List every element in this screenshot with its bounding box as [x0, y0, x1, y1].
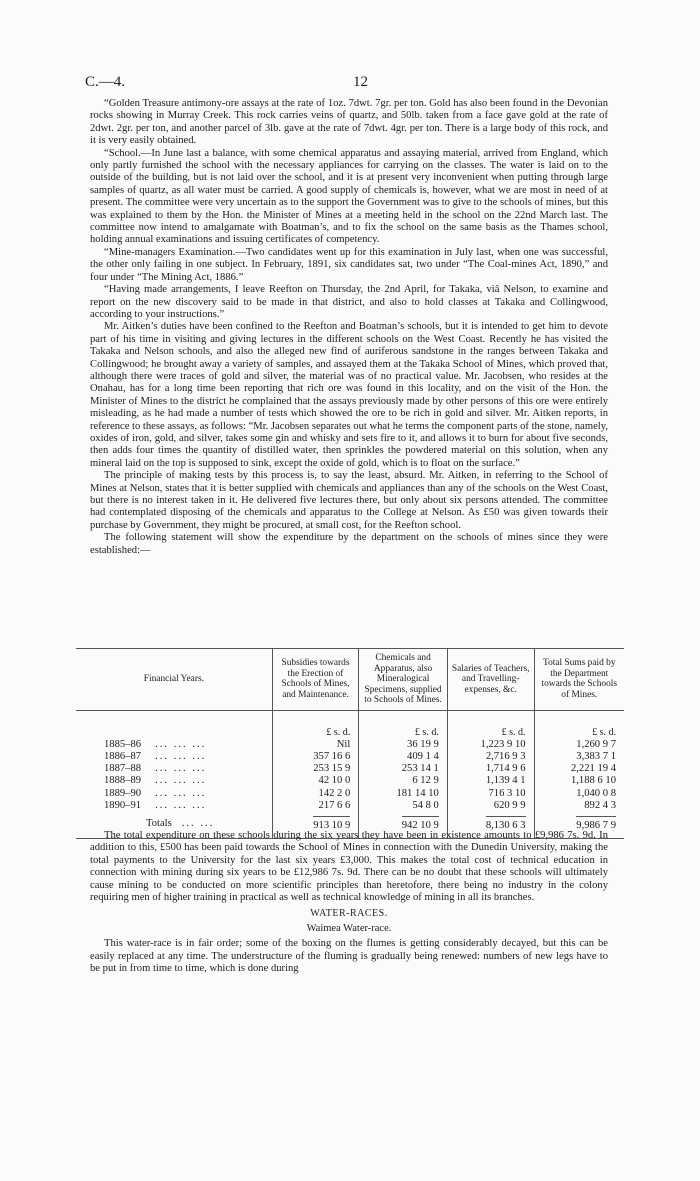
paragraph: “Mine-managers Examination.—Two candidates went up for this examination in July last, when one was successful, the other only failing in one subject. In February, 1891, six candidates sat, two under “The Coal-mines Act, 1890,” and four under “The Mining Act, 1886.” [90, 246, 608, 283]
table-header-row [76, 649, 624, 711]
year-cell: 1886–87 [104, 750, 142, 762]
year-cell: 1890–91 [104, 799, 142, 811]
unit-label: £ s. d. [447, 710, 534, 739]
salaries-cell: 2,716 9 3 [447, 751, 534, 763]
total-cell: 1,188 6 10 [534, 775, 624, 787]
table-row [76, 751, 624, 763]
body-text [90, 98, 608, 557]
paragraph: The principle of making tests by this process is, to say the least, absurd. Mr. Aitken, in referring to the School of Mines at Nelson, states that it is better supplied with chemicals and appliances than any of the schools on the West Coast, but there is no interest taken in it. He delivered five lectures there, but only about six persons attended. The committee had contemplated disposing of the chemicals and apparatus to the College at Nelson. As £50 was given towards their purchase by Government, they might be procured, at small cost, for the Reefton school. [90, 470, 608, 531]
subsidy-cell: 42 10 0 [272, 775, 359, 787]
subsidy-cell: 217 6 6 [272, 800, 359, 812]
year-cell: 1888–89 [104, 775, 142, 787]
leader-dots: ... ... ... [155, 787, 207, 799]
salaries-cell: 1,223 9 10 [447, 739, 534, 751]
table-row [76, 739, 624, 751]
page-number: 12 [353, 74, 368, 90]
totals-chemicals: 942 10 9 [402, 816, 439, 832]
chemicals-cell: 6 12 9 [359, 775, 448, 787]
year-cell: 1889–90 [104, 787, 142, 799]
salaries-cell: 1,139 4 1 [447, 775, 534, 787]
total-cell: 1,260 9 7 [534, 739, 624, 751]
chemicals-cell: 54 8 0 [359, 800, 448, 812]
page-header [85, 74, 615, 94]
year-cell: 1887–88 [104, 763, 142, 775]
column-header-totals: Total Sums paid by the Department towards the Schools of Mines. [534, 649, 624, 711]
column-header-chemicals: Chemicals and Apparatus, also Mineralogical Specimens, supplied to Schools of Mines. [359, 649, 448, 711]
leader-dots: ... ... ... [155, 750, 207, 762]
expenditure-table [76, 648, 624, 839]
totals-row: Totals ... ... 913 10 9 942 10 9 8,130 6 3 9,986 7 9 [76, 812, 624, 839]
paragraph: This water-race is in fair order; some of the boxing on the flumes is getting considerably decayed, but this can be easily replaced at any time. The understructure of the fluming is gradually being renewed: numbers of new legs have to be put in from time to time, which is done during [90, 938, 608, 975]
year-cell: 1885–86 [104, 738, 142, 750]
leader-dots: ... ... ... [155, 763, 207, 775]
total-cell: 2,221 19 4 [534, 763, 624, 775]
section-subheading: Waimea Water-race. [306, 922, 392, 934]
section-heading: WATER-RACES. [310, 908, 388, 920]
total-cell: 3,383 7 1 [534, 751, 624, 763]
total-cell: 892 4 3 [534, 800, 624, 812]
column-header-years: Financial Years. [76, 649, 272, 711]
chemicals-cell: 409 1 4 [359, 751, 448, 763]
chemicals-cell: 36 19 9 [359, 739, 448, 751]
salaries-cell: 716 3 10 [447, 788, 534, 800]
column-header-salaries: Salaries of Teachers, and Travelling-expenses, &c. [447, 649, 534, 711]
total-cell: 1,040 0 8 [534, 788, 624, 800]
totals-grand: 9,986 7 9 [576, 816, 616, 832]
unit-label: £ s. d. [272, 710, 359, 739]
chemicals-cell: 253 14 1 [359, 763, 448, 775]
units-row [76, 710, 624, 739]
table-row [76, 788, 624, 800]
leader-dots: ... ... ... [155, 799, 207, 811]
paragraph: The following statement will show the expenditure by the department on the schools of mines since they were established:— [90, 532, 608, 556]
document-code: C.—4. [85, 74, 126, 90]
salaries-cell: 1,714 9 6 [447, 763, 534, 775]
paragraph: Mr. Aitken’s duties have been confined to the Reefton and Boatman’s schools, but it is intended to get him to devote part of his time in visiting and giving lectures in the different schools on the West Coast. Recently he has visited the Takaka and Nelson schools, and also the alleged new find of auriferous sandstone in the ranges between Takaka and Collingwood; he brought away a variety of samples, and assayed them at the Takaka School of Mines, which proved that, although there were traces of gold and silver, the material was of no practical value. Mr. Jacobsen, who resides at the Onahau, has for a long time been reporting that rich ore was found in this locality, and on the visit of the Hon. the Minister of Mines to the district he complained that the assays previously made by other persons of this ore were entirely misleading, as he had made a number of tests which showed the ore to be rich in gold and silver. Mr. Aitken reports, in reference to these assays, as follows: “Mr. Jacobsen separates out what he terms the component parts of the stone, namely, oxides of iron, gold, and silver, takes some gin and whisky and sets fire to it, and allows it to burn for about five seconds, then adds four times the quantity of distilled water, then sprinkles the powdered material on this solution, when any mineral laid on the top is supposed to sink, except the oxide of gold, which is to float on the surface.” [90, 321, 608, 469]
paragraph: The total expenditure on these schools during the six years they have been in existence amounts to £9,986 7s. 9d. In addition to this, £500 has been paid towards the School of Mines in connection with the Dunedin University, making the total payments to the University for the last six years £3,000. This makes the total cost of technical education in connection with mining during six years to be £12,986 7s. 9d. There can be no doubt that these schools will ultimately cause mining to be conducted on more scientific principles than heretofore, there being no industry in the colony requiring men of higher training in practical as well as technical knowledge of mining in all its branches. [90, 830, 608, 904]
paragraph: “Golden Treasure antimony-ore assays at the rate of 1oz. 7dwt. 7gr. per ton. Gold has also been found in the Devonian rocks showing in Murray Creek. This rock carries veins of quartz, and 50lb. taken from a face gave gold at the rate of 2dwt. 2gr. per ton, and another parcel of 3lb. gave at the rate of 7dwt. 4gr. per ton. There is a large body of this rock, and it is very easily obtained. [90, 98, 608, 147]
column-header-subsidies: Subsidies towards the Erection of Schools of Mines, and Maintenance. [272, 649, 359, 711]
totals-subsidy: 913 10 9 [313, 816, 350, 832]
table-row [76, 800, 624, 812]
salaries-cell: 620 9 9 [447, 800, 534, 812]
subsidy-cell: 357 16 6 [272, 751, 359, 763]
subsidy-cell: 253 15 9 [272, 763, 359, 775]
paragraph: “Having made arrangements, I leave Reefton on Thursday, the 2nd April, for Takaka, viâ Nelson, to examine and report on the new discovery said to be made in that district, and also to hold classes at Takaka and Collingwood, according to your instructions.” [90, 284, 608, 320]
totals-label: Totals [146, 817, 172, 829]
unit-label: £ s. d. [359, 710, 448, 739]
closing-text [90, 830, 608, 975]
subsidy-cell: 142 2 0 [272, 788, 359, 800]
subsidy-cell: Nil [272, 739, 359, 751]
leader-dots: ... ... ... [155, 775, 207, 787]
table-row [76, 775, 624, 787]
paragraph: “School.—In June last a balance, with some chemical apparatus and assaying material, arrived from England, which only partly furnished the school with the necessary appliances for carrying on the classes. The water is laid on to the outside of the building, but is not laid over the school, and it is at present very inconvenient when putting through large samples of quartz, as all water must be carried. A good supply of chemicals is, however, what we are most in need of at present. The committee were very uncertain as to the support the Government was to give to the schools of mines, but this was explained to them by the Hon. the Minister of Mines at a meeting held in the school on the 22nd March last. The committee now intend to amalgamate with Boatman’s, and to fix the school on the same basis as the Thames school, holding annual examinations and issuing certificates of competency. [90, 147, 608, 246]
table-row [76, 763, 624, 775]
totals-salaries: 8,130 6 3 [486, 816, 526, 832]
unit-label: £ s. d. [534, 710, 624, 739]
chemicals-cell: 181 14 10 [359, 788, 448, 800]
leader-dots: ... ... ... [155, 738, 207, 750]
